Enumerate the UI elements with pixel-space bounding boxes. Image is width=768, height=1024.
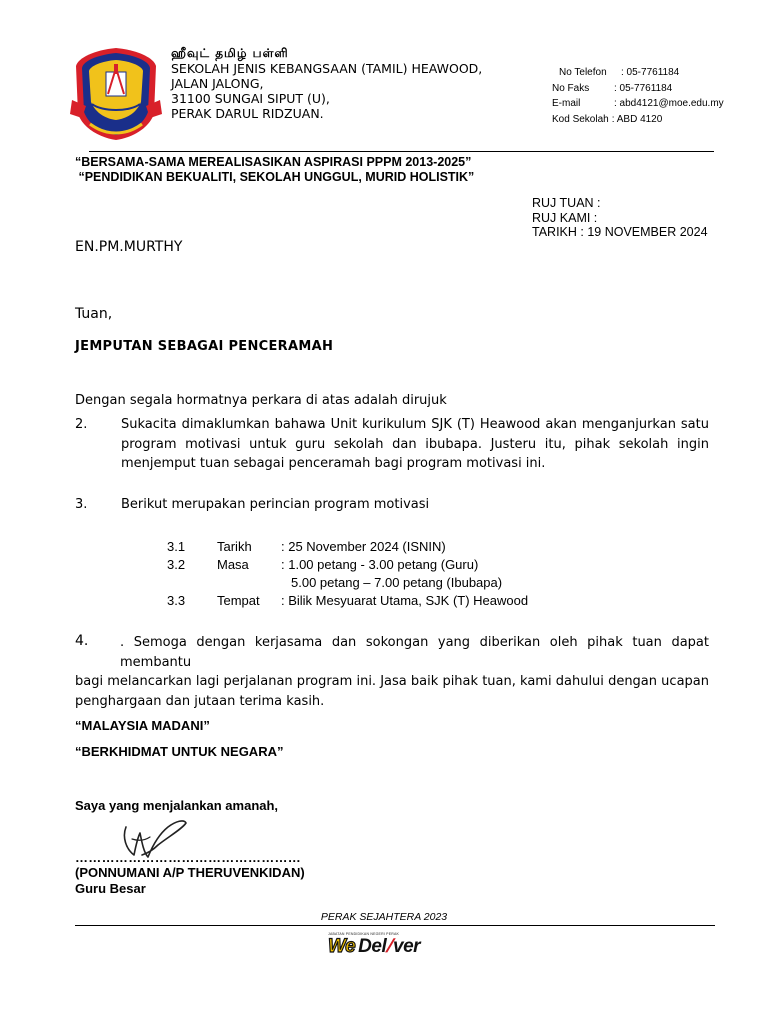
contact-value: : 05-7761184 (621, 67, 680, 78)
contact-block (552, 65, 724, 127)
paragraph-3: Berikut merupakan perincian program motivasi (121, 497, 430, 512)
paragraph-4-number: 4. (75, 633, 89, 649)
detail-number: 3.1 (167, 539, 186, 554)
address-line-3: PERAK DARUL RIDZUAN. (171, 106, 324, 121)
detail-number: 3.2 (167, 557, 186, 572)
paragraph-2-line-1: Sukacita dimaklumkan bahawa Unit kurikulum SJK (T) Heawood akan menganjurkan satu (121, 417, 709, 432)
school-name: SEKOLAH JENIS KEBANGSAAN (TAMIL) HEAWOOD, (171, 61, 483, 76)
paragraph-4-line-2: bagi melancarkan lagi perjalanan program ini. Jasa baik pihak tuan, kami dahului dengan ucapan (75, 674, 709, 689)
slogan-berkhidmat: “BERKHIDMAT UNTUK NEGARA” (75, 744, 284, 759)
we-deliver-caption: JABATAN PENDIDIKAN NEGERI PERAK (328, 932, 400, 936)
detail-label: Tempat (217, 593, 260, 608)
contact-label: E-mail (552, 98, 581, 109)
paragraph-3-number: 3. (75, 497, 88, 512)
ruj-kami: RUJ KAMI : (532, 210, 598, 225)
motto-block (75, 155, 474, 185)
we-deliver-del: Del (358, 936, 387, 957)
signatory-name: (PONNUMANI A/P THERUVENKIDAN) (75, 865, 305, 880)
we-deliver-ver: ver (393, 936, 421, 957)
paragraph-4 (75, 633, 709, 711)
slogan-malaysia-madani: “MALAYSIA MADANI” (75, 718, 210, 733)
detail-value: : 25 November 2024 (ISNIN) (281, 539, 446, 554)
amanah-line: Saya yang menjalankan amanah, (75, 798, 279, 813)
opening-line: Dengan segala hormatnya perkara di atas adalah dirujuk (75, 393, 447, 408)
detail-row-date (167, 538, 528, 556)
detail-row-time-2 (167, 574, 528, 592)
motto-line-1: “BERSAMA-SAMA MEREALISASIKAN ASPIRASI PPPM 2013-2025” (75, 155, 472, 169)
detail-value: 5.00 petang – 7.00 petang (Ibubapa) (291, 575, 503, 590)
signatory-title: Guru Besar (75, 881, 146, 896)
footer-divider (75, 925, 715, 926)
detail-value: : Bilik Mesyuarat Utama, SJK (T) Heawood (281, 593, 529, 608)
detail-label: Masa (217, 557, 249, 572)
letter-subject: JEMPUTAN SEBAGAI PENCERAMAH (75, 339, 334, 354)
contact-label: Kod Sekolah (552, 113, 609, 125)
letter-date: TARIKH : 19 NOVEMBER 2024 (532, 225, 708, 239)
we-deliver-we: We (328, 936, 356, 957)
school-crest-logo (68, 44, 164, 142)
detail-row-venue (167, 592, 528, 610)
school-name-tamil: ஹீவுட் தமிழ் பள்ளி (171, 46, 289, 60)
we-deliver-wordmark (328, 936, 440, 958)
address-line-2: 31100 SUNGAI SIPUT (U), (171, 91, 330, 106)
detail-row-time (167, 556, 528, 574)
letterhead-divider (89, 151, 714, 152)
recipient-name: EN.PM.MURTHY (75, 239, 183, 255)
we-deliver-slash-icon: / (385, 936, 395, 957)
contact-value: : abd4121@moe.edu.my (614, 98, 724, 109)
motto-line-2: “PENDIDIKAN BEKUALITI, SEKOLAH UNGGUL, MURID HOLISTIK” (75, 170, 475, 184)
detail-number: 3.3 (167, 593, 186, 608)
contact-email (552, 96, 724, 112)
school-address-block (171, 46, 482, 121)
paragraph-2-line-3: menjemput tuan sebagai penceramah bagi program motivasi ini. (121, 456, 546, 471)
detail-label: Tarikh (217, 539, 252, 554)
detail-number (167, 574, 217, 592)
address-line-1: JALAN JALONG, (171, 76, 264, 91)
we-deliver-logo (328, 932, 440, 966)
detail-label (217, 574, 291, 592)
contact-label: No Telefon (559, 67, 607, 78)
paragraph-2-number: 2. (75, 417, 88, 432)
paragraph-4-line-1: . Semoga dengan kerjasama dan sokongan yang diberikan oleh pihak tuan dapat membantu (120, 635, 709, 670)
contact-phone (552, 65, 724, 81)
signature-dots: …………………………………………… (75, 850, 302, 865)
contact-school-code (552, 112, 724, 128)
detail-value: : 1.00 petang - 3.00 petang (Guru) (281, 557, 479, 572)
salutation: Tuan, (75, 306, 113, 322)
paragraph-4-line-3: penghargaan dan jutaan terima kasih. (75, 693, 325, 709)
paragraph-2 (121, 415, 709, 474)
contact-fax (552, 81, 724, 97)
ruj-tuan: RUJ TUAN : (532, 196, 601, 210)
contact-label: No Faks (552, 82, 590, 94)
footer-motto: PERAK SEJAHTERA 2023 (320, 911, 448, 923)
contact-value: : ABD 4120 (611, 113, 663, 125)
paragraph-2-line-2: program motivasi untuk guru sekolah dan ibubapa. Justeru itu, pihak sekolah ingin (121, 436, 709, 452)
contact-value: : 05-7761184 (614, 82, 673, 94)
reference-block (532, 196, 708, 240)
programme-details (167, 538, 528, 610)
